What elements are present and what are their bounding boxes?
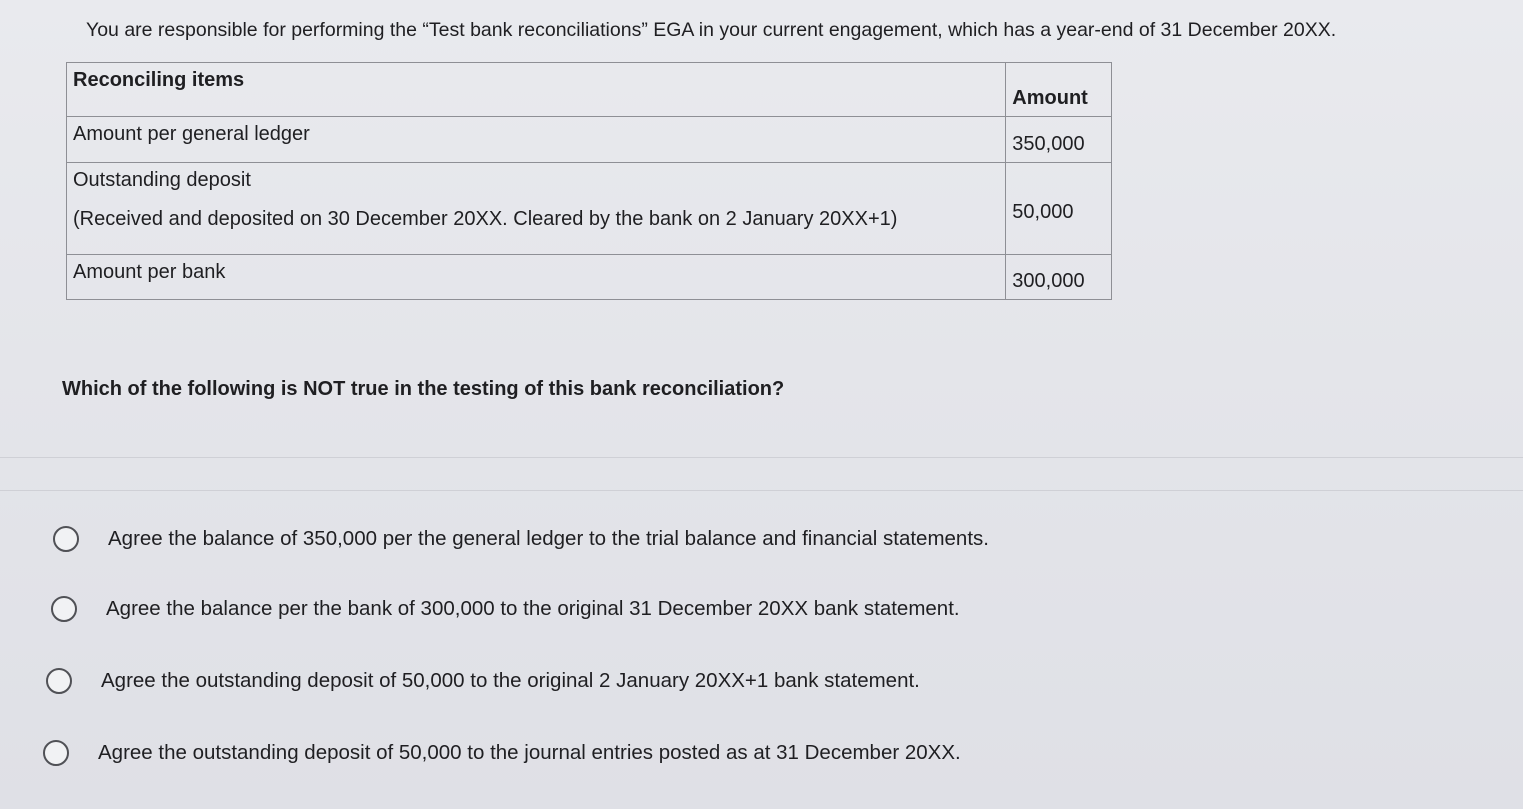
table-row xyxy=(67,117,1112,163)
table-row xyxy=(67,163,1112,255)
amount-value: 50,000 xyxy=(1012,201,1074,223)
radio-button[interactable] xyxy=(51,596,77,622)
radio-button[interactable] xyxy=(43,740,69,766)
answer-option-1[interactable] xyxy=(53,526,989,552)
amount-value: 350,000 xyxy=(1012,133,1085,155)
table-header-row xyxy=(67,63,1112,117)
row-item-amount-per-bank: Amount per bank xyxy=(67,255,1006,300)
radio-button[interactable] xyxy=(53,526,79,552)
row-amount-outstanding-deposit xyxy=(1006,163,1112,255)
question-intro: You are responsible for performing the “Test bank reconciliations” EGA in your current engagement, which has a year-end of 31 December 20XX. xyxy=(86,19,1337,41)
answer-option-label[interactable]: Agree the balance of 350,000 per the general ledger to the trial balance and financial statements. xyxy=(108,527,989,550)
answer-option-4[interactable] xyxy=(43,740,961,766)
answer-option-label[interactable]: Agree the outstanding deposit of 50,000 to the original 2 January 20XX+1 bank statement. xyxy=(101,669,920,692)
header-reconciling-items: Reconciling items xyxy=(67,63,1006,117)
table-row xyxy=(67,255,1112,300)
header-amount-label: Amount xyxy=(1012,87,1088,109)
divider xyxy=(0,490,1523,491)
row-amount-general-ledger xyxy=(1006,117,1112,163)
row-amount-per-bank xyxy=(1006,255,1112,300)
reconciliation-table xyxy=(66,62,1112,300)
row-item-outstanding-deposit xyxy=(67,163,1006,255)
answer-option-2[interactable] xyxy=(51,596,960,622)
outstanding-deposit-label: Outstanding deposit xyxy=(73,169,251,191)
amount-value: 300,000 xyxy=(1012,270,1085,292)
question-text: Which of the following is NOT true in the testing of this bank reconciliation? xyxy=(62,378,785,400)
answer-option-label[interactable]: Agree the balance per the bank of 300,000 to the original 31 December 20XX bank statement. xyxy=(106,597,960,620)
answer-option-3[interactable] xyxy=(46,668,920,694)
header-amount xyxy=(1006,63,1112,117)
radio-button[interactable] xyxy=(46,668,72,694)
outstanding-deposit-note: (Received and deposited on 30 December 20XX. Cleared by the bank on 2 January 20XX+1) xyxy=(73,208,898,230)
answer-option-label[interactable]: Agree the outstanding deposit of 50,000 to the journal entries posted as at 31 December 20XX. xyxy=(98,741,961,764)
row-item-general-ledger: Amount per general ledger xyxy=(67,117,1006,163)
divider xyxy=(0,457,1523,458)
